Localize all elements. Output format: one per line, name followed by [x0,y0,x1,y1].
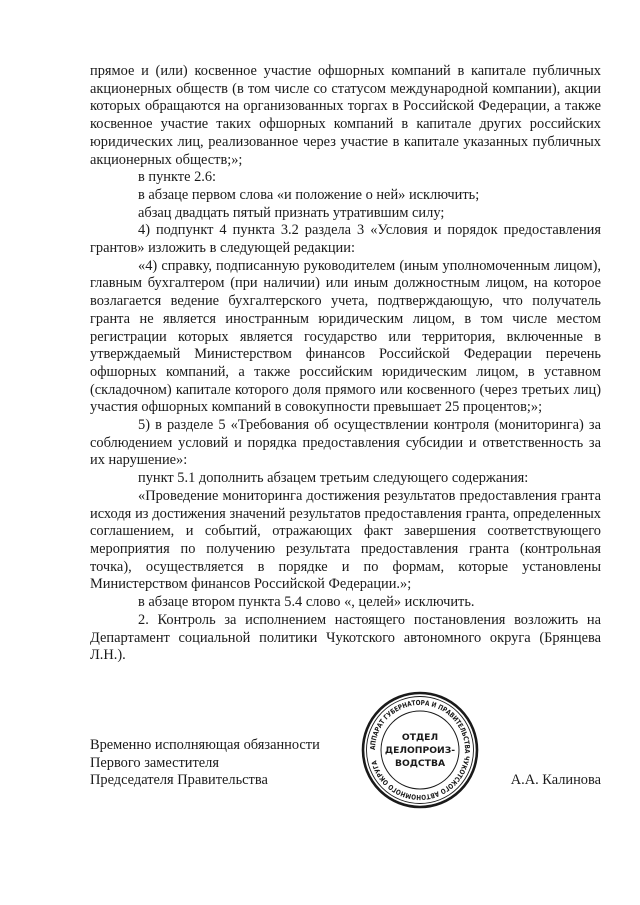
stamp-center-line-3: ВОДСТВА [394,758,446,769]
paragraph-first-abzac: в абзаце первом слова «и положение о ней» исключить; [138,186,480,203]
paragraph-point-2-6: в пункте 2.6: [138,169,217,186]
stamp-center-line-1: ОТДЕЛ [401,732,439,743]
stamp-ring-text: АППАРАТ ГУБЕРНАТОРА И ПРАВИТЕЛЬСТВА ЧУКОТСКОГО АВТОНОМНОГО ОКРУГА [368,698,472,802]
signature-block [90,737,601,790]
stamp-center-line-2: ДЕЛОПРОИЗ- [384,745,456,756]
paragraph-abzac-25: абзац двадцать пятый признать утратившим силу; [138,204,445,221]
paragraph-item-4: 4) подпункт 4 пункта 3.2 раздела 3 «Условия и порядок предоставления грантов» изложить в следующей редакции: [90,222,601,257]
paragraph-control: 2. Контроль за исполнением настоящего постановления возложить на Департамент социальной политики Чукотского автономного округа (Брянцева Л.Н.). [90,611,601,664]
signatory-title-line-1: Временно исполняющая обязанности [90,737,320,753]
paragraph-certificate: «4) справку, подписанную руководителем (иным уполномоченным лицом), главным бухгалтером (при наличии) или иным должностным лицом, на которое возлагается ведение бухгалтерского учета, подтверждающую, что получатель гранта не является иностранным юридическим лицом, в том числе местом регистрации которых является государство или территория, включенные в утверждаемый Министерством финансов Российской Федерации перечень офшорных компаний, а также российским юридическим лицом, в уставном (складочном) капитале которого доля прямого или косвенного (через третьих лиц) участия офшорных компаний в совокупности превышает 25 процентов;»; [90,257,601,416]
signatory-name: А.А. Калинова [510,772,601,788]
paragraph-offshore-participation: прямое и (или) косвенное участие офшорных компаний в капитале публичных акционерных обществ (в том числе со статусом международной компании), акции которых обращаются на организованных торгах в Российской Федерации, а также косвенное участие таких офшорных компаний в капитале других российских юридических лиц, реализованное через участие в капитале указанных публичных акционерных обществ;»; [90,63,601,168]
paragraph-monitoring: «Проведение мониторинга достижения результатов предоставления гранта исходя из достижения значений результатов предоставления гранта, определенных соглашением, и событий, отражающих факт завершения соответствующего мероприятия по получению результата предоставления гранта (контрольная точка), осуществляется в порядке и по формам, которые установлены Министерством финансов Российской Федерации.»; [90,487,601,593]
office-stamp [360,690,480,810]
signatory-title-line-2: Первого заместителя [90,754,219,771]
paragraph-point-5-1: пункт 5.1 дополнить абзацем третьим следующего содержания: [138,470,529,487]
paragraph-point-5-4: в абзаце втором пункта 5.4 слово «, целей» исключить. [138,594,475,611]
paragraph-item-5: 5) в разделе 5 «Требования об осуществлении контроля (мониторинга) за соблюдением условий и порядка предоставления субсидии и ответственность за их нарушение»: [90,417,601,469]
document-body [90,63,601,665]
signatory-title-line-3: Председателя Правительства [90,772,268,789]
